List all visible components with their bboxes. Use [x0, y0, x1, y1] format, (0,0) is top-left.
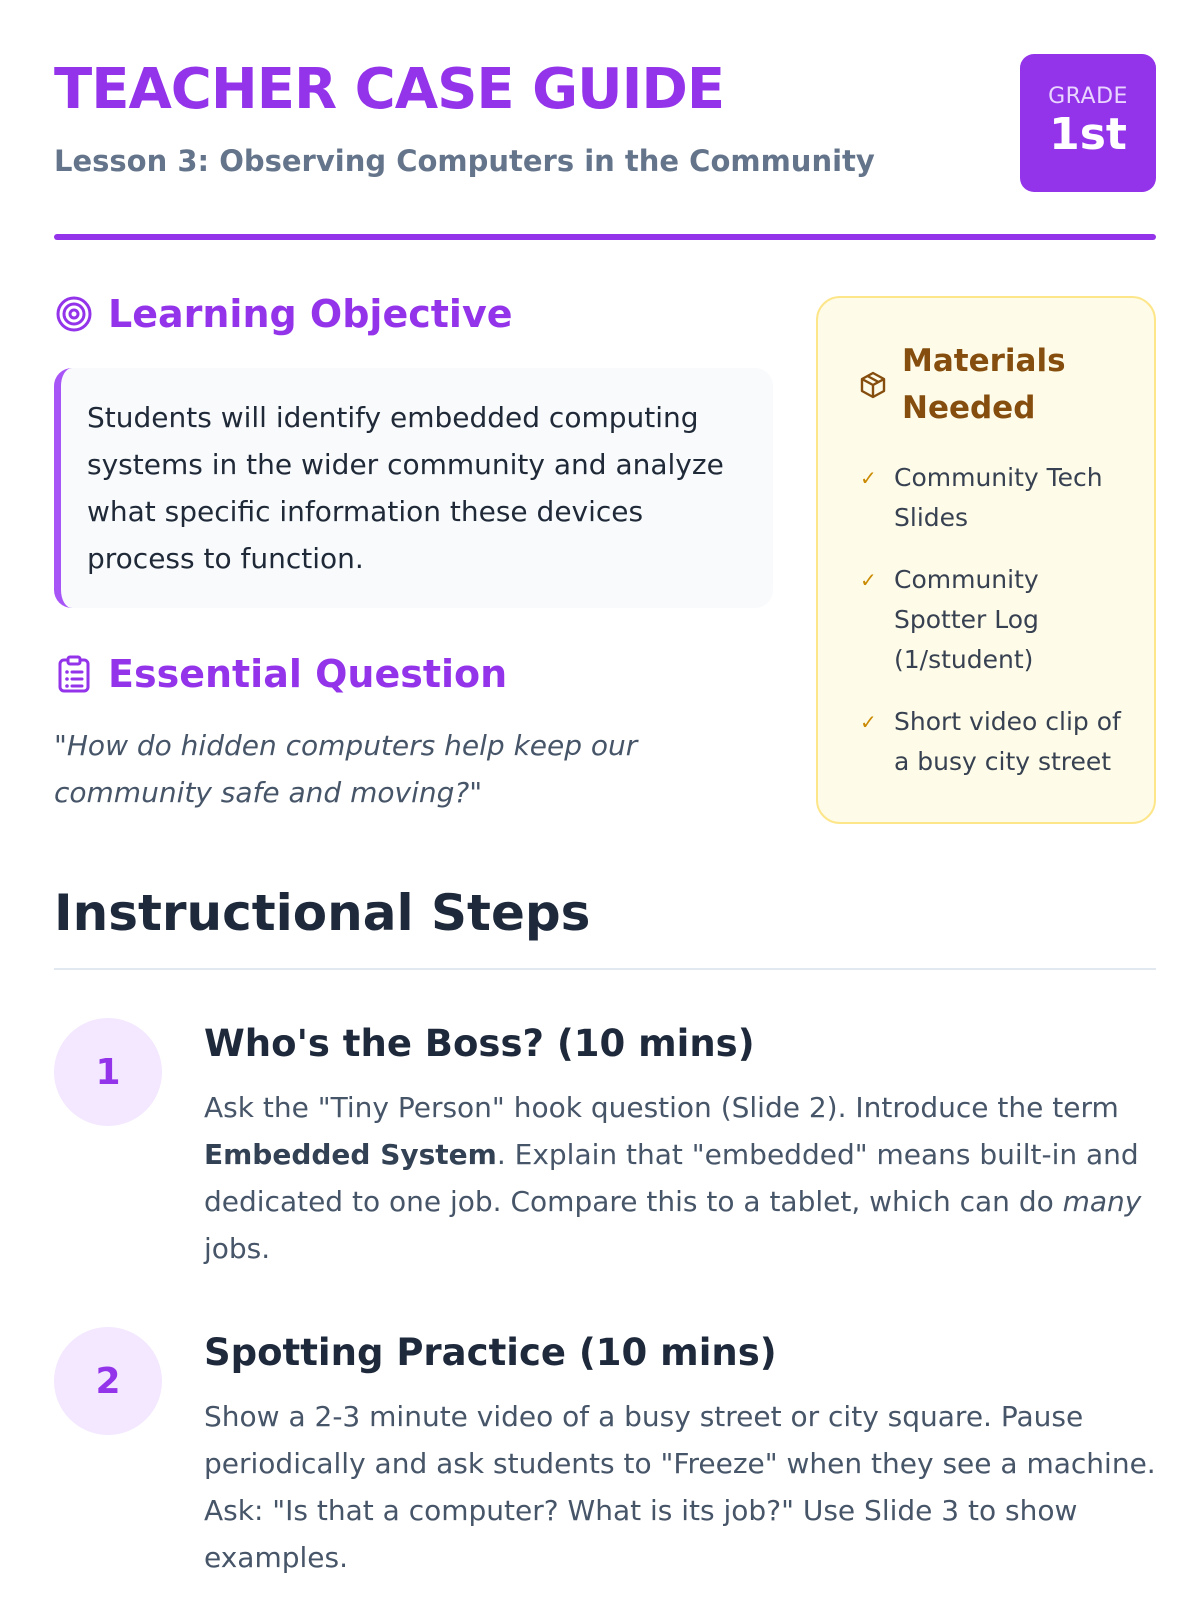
- question-title: Essential Question: [108, 652, 508, 696]
- materials-title: Materials Needed: [902, 343, 1066, 426]
- header-divider: [54, 234, 1156, 240]
- step-italic-term: many: [1062, 1185, 1142, 1218]
- grade-value: 1st: [1049, 109, 1127, 160]
- step-description: Show a 2-3 minute video of a busy street or city square. Pause periodically and ask students to "Freeze" when they see a machine. Ask: "Is that a computer? What is its job?" Use Slide 3 to show examples.: [204, 1400, 1156, 1574]
- material-label: Community Tech Slides: [894, 463, 1103, 532]
- step-description: [204, 1084, 1156, 1272]
- material-label: Short video clip of a busy city street: [894, 707, 1121, 776]
- step-text-part: jobs.: [204, 1232, 271, 1265]
- step-number-badge: 1: [54, 1018, 162, 1126]
- materials-heading: [860, 338, 1082, 432]
- list-item: [860, 702, 1130, 782]
- list-item: [860, 458, 1130, 538]
- checkmark-icon: ✓: [860, 710, 877, 734]
- step-title: Spotting Practice (10 mins): [204, 1331, 777, 1374]
- step-bold-term: Embedded System: [204, 1138, 497, 1171]
- checkmark-icon: ✓: [860, 568, 877, 592]
- header: [54, 54, 1156, 234]
- grade-badge: [1020, 54, 1156, 192]
- question-heading: [54, 652, 507, 696]
- materials-card: [816, 296, 1156, 824]
- materials-list: [860, 458, 1130, 804]
- steps-title: Instructional Steps: [54, 884, 591, 942]
- grade-label: GRADE: [1048, 84, 1128, 109]
- lesson-subtitle: Lesson 3: Observing Computers in the Community: [54, 144, 875, 178]
- step-number-badge: 2: [54, 1327, 162, 1435]
- essential-question-text: "How do hidden computers help keep our community safe and moving?": [54, 729, 638, 809]
- objective-title: Learning Objective: [108, 292, 513, 336]
- step-body: [204, 1327, 1156, 1581]
- material-label: Community Spotter Log (1/student): [894, 565, 1039, 674]
- target-icon: [54, 294, 94, 334]
- step-title: Who's the Boss? (10 mins): [204, 1022, 755, 1065]
- objective-text: Students will identify embedded computing systems in the wider community and analyze what specific information these devices process to function.: [87, 401, 724, 575]
- step-body: [204, 1018, 1156, 1272]
- steps-divider: [54, 968, 1156, 970]
- objective-heading: [54, 292, 513, 336]
- objective-box: [54, 368, 773, 608]
- clipboard-icon: [54, 654, 94, 694]
- step-text-part: . Explain that "embedded" means built-in and dedicated to one job. Compare this to a tablet, which can do: [204, 1138, 1139, 1218]
- step-text-part: Ask the "Tiny Person" hook question (Slide 2). Introduce the term: [204, 1091, 1119, 1124]
- checkmark-icon: ✓: [860, 466, 877, 490]
- page-title: TEACHER CASE GUIDE: [54, 57, 725, 122]
- box-icon: [860, 371, 888, 399]
- list-item: [860, 560, 1130, 680]
